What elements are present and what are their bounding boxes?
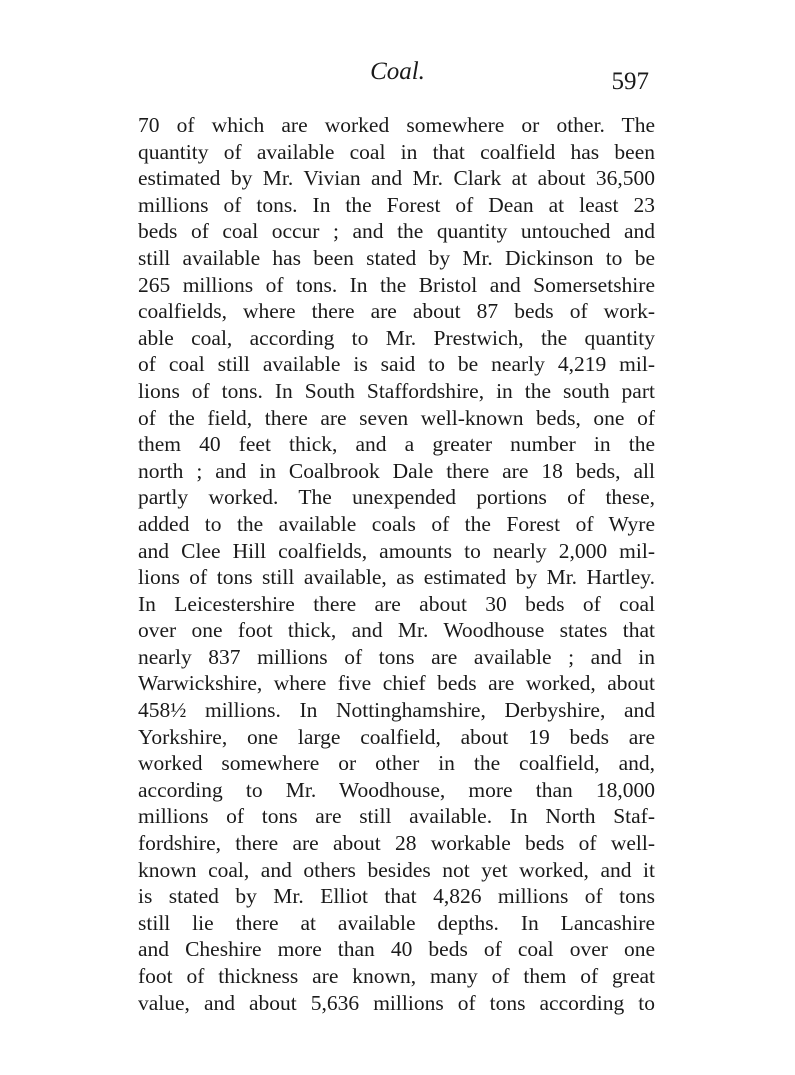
text-line: coalfields, where there are about 87 beds of work- [138,299,655,324]
page-number: 597 [611,68,649,95]
text-line: beds of coal occur ; and the quantity untouched and [138,219,655,244]
text-line: over one foot thick, and Mr. Woodhouse states that [138,618,655,643]
text-line: value, and about 5,636 millions of tons according to [138,990,655,1015]
running-head [0,58,795,98]
running-title: Coal. [370,58,425,85]
text-line: known coal, and others besides not yet worked, and it [138,857,655,882]
text-line: and Clee Hill coalfields, amounts to nearly 2,000 mil- [138,538,655,563]
text-line: according to Mr. Woodhouse, more than 18,000 [138,777,655,802]
text-line: lions of tons. In South Staffordshire, in the south part [138,378,655,403]
body-text [138,112,655,1016]
text-line: 458½ millions. In Nottinghamshire, Derbyshire, and [138,698,655,723]
text-line: worked somewhere or other in the coalfield, and, [138,751,655,776]
text-line: and Cheshire more than 40 beds of coal over one [138,937,655,962]
text-line: 70 of which are worked somewhere or other. The [138,113,655,137]
text-line: millions of tons are still available. In North Staf- [138,804,655,829]
text-line: added to the available coals of the Forest of Wyre [138,511,655,536]
text-line: Yorkshire, one large coalfield, about 19 beds are [138,724,655,749]
text-line: nearly 837 millions of tons are available ; and in [138,644,655,669]
text-line: In Leicestershire there are about 30 beds of coal [138,591,655,616]
text-line: of the field, there are seven well-known beds, one of [138,405,655,430]
text-line: Warwickshire, where five chief beds are worked, about [138,671,655,696]
text-line: estimated by Mr. Vivian and Mr. Clark at about 36,500 [138,166,655,191]
text-line: foot of thickness are known, many of them of great [138,964,655,988]
text-line: fordshire, there are about 28 workable beds of well- [138,831,655,856]
text-line: of coal still available is said to be nearly 4,219 mil- [138,352,655,377]
text-line: still lie there at available depths. In Lancashire [138,910,655,935]
text-line: able coal, according to Mr. Prestwich, the quantity [138,325,655,350]
text-line: lions of tons still available, as estimated by Mr. Hartley. [138,565,655,590]
text-line: partly worked. The unexpended portions of these, [138,485,655,510]
text-line: 265 millions of tons. In the Bristol and Somersetshire [138,272,655,297]
text-line: millions of tons. In the Forest of Dean at least 23 [138,192,655,217]
text-line: north ; and in Coalbrook Dale there are 18 beds, all [138,458,655,483]
text-line: quantity of available coal in that coalfield has been [138,139,655,164]
text-line: them 40 feet thick, and a greater number in the [138,432,655,457]
text-line: still available has been stated by Mr. Dickinson to be [138,245,655,270]
text-line: is stated by Mr. Elliot that 4,826 millions of tons [138,884,655,909]
